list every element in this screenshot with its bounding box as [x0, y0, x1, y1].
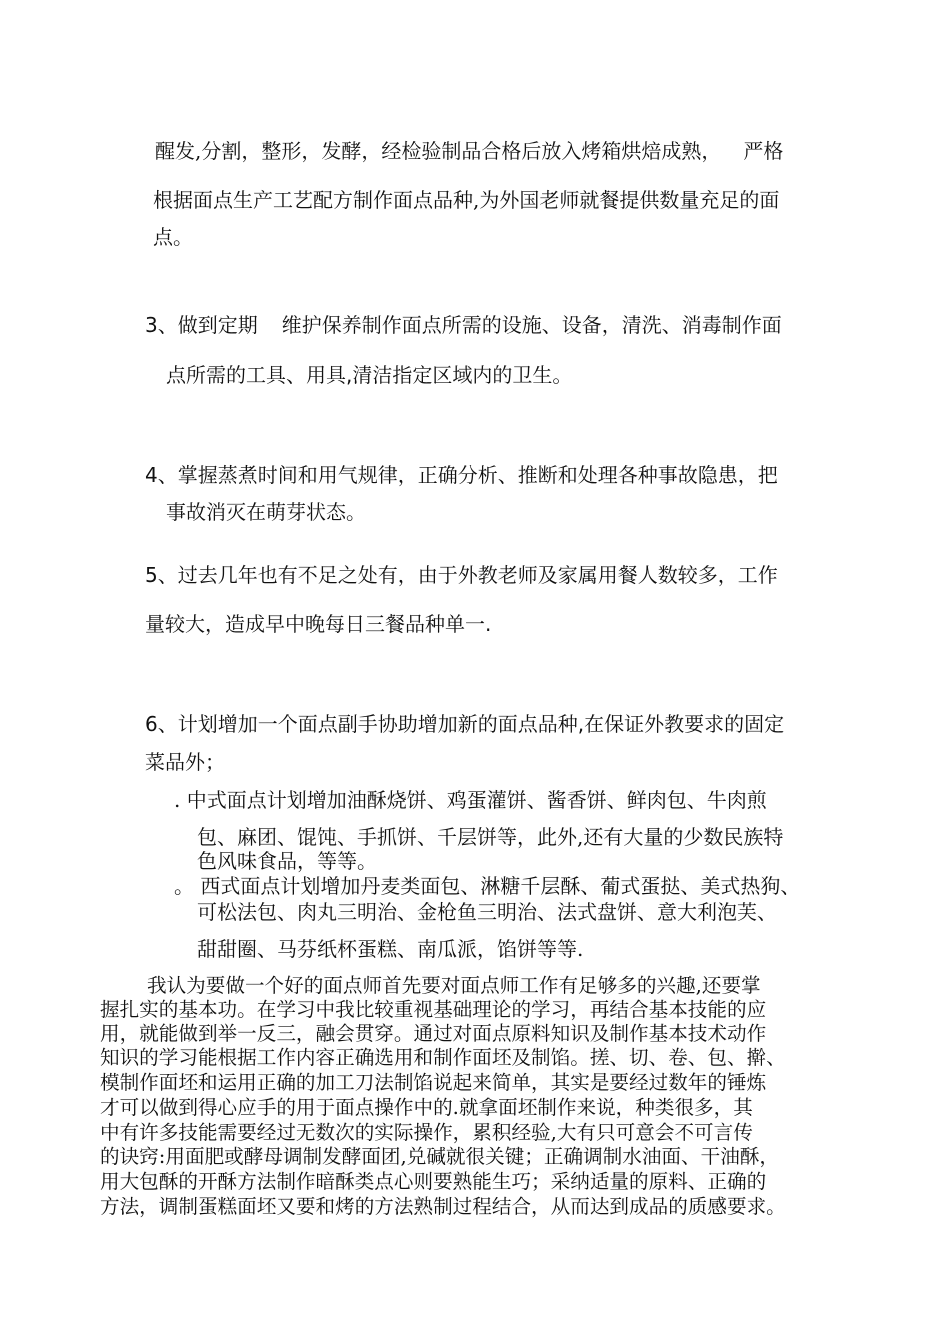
item-3-line-2: 点所需的工具、用具,清洁指定区域内的卫生。	[166, 363, 573, 387]
intro-line-1-text: 醒发,分割，整形，发酵，经检验制品合格后放入烤箱烘焙成熟，	[155, 139, 722, 163]
item-5-line-1: 5、过去几年也有不足之处有，由于外教老师及家属用餐人数较多，工作	[145, 563, 778, 587]
item-4-line-2: 事故消灭在萌芽状态。	[166, 500, 366, 524]
closing-line-2: 握扎实的基本功。在学习中我比较重视基础理论的学习，再结合基本技能的应	[100, 998, 767, 1021]
closing-line-10: 方法，调制蛋糕面坯又要和烤的方法熟制过程结合，从而达到成品的质感要求。	[100, 1195, 786, 1218]
item-4-line-1: 4、掌握蒸煮时间和用气规律，正确分析、推断和处理各种事故隐患，把	[145, 463, 778, 487]
western-line-3: 甜甜圈、马芬纸杯蛋糕、南瓜派，馅饼等等.	[197, 937, 584, 961]
intro-line-1	[155, 139, 783, 163]
intro-line-1-tail: 严格	[743, 139, 784, 163]
intro-line-2: 根据面点生产工艺配方制作面点品种,为外国老师就餐提供数量充足的面	[153, 188, 780, 212]
item-3-label: 3、做到定期	[145, 313, 258, 337]
item-5-line-2: 量较大，造成早中晚每日三餐品种单一.	[145, 612, 492, 636]
intro-line-3: 点。	[153, 225, 193, 249]
closing-line-9: 用大包酥的开酥方法制作暗酥类点心则要熟能生巧；采纳适量的原料、正确的	[100, 1170, 767, 1193]
closing-line-3: 用，就能做到举一反三，融会贯穿。通过对面点原料知识及制作基本技术动作	[100, 1022, 767, 1045]
closing-line-1: 我认为要做一个好的面点师首先要对面点师工作有足够多的兴趣,还要掌	[147, 974, 761, 997]
closing-line-7: 中有许多技能需要经过无数次的实际操作，累积经验,大有只可意会不可言传	[100, 1121, 753, 1144]
chinese-line-3: 色风味食品，等等。	[197, 849, 377, 873]
item-3-line-1	[145, 313, 782, 337]
closing-line-5: 模制作面坯和运用正确的加工刀法制馅说起来简单，其实是要经过数年的锤炼	[100, 1071, 767, 1094]
item-3-line-1-text: 维护保养制作面点所需的设施、设备，清洗、消毒制作面	[281, 313, 782, 337]
item-6-line-1: 6、计划增加一个面点副手协助增加新的面点品种,在保证外教要求的固定	[145, 712, 785, 736]
item-6-line-2: 菜品外；	[145, 750, 225, 774]
western-line-2: 可松法包、肉丸三明治、金枪鱼三明治、法式盘饼、意大利泡芙、	[197, 900, 777, 924]
chinese-line-2: 包、麻团、馄饨、手抓饼、千层饼等，此外,还有大量的少数民族特	[197, 825, 784, 849]
closing-line-6: 才可以做到得心应手的用于面点操作中的.就拿面坯制作来说，种类很多，其	[100, 1096, 753, 1119]
western-line-1: 。 西式面点计划增加丹麦类面包、淋糖千层酥、葡式蛋挞、美式热狗、	[174, 874, 801, 898]
chinese-line-1: . 中式面点计划增加油酥烧饼、鸡蛋灌饼、酱香饼、鲜肉包、牛肉煎	[174, 788, 767, 812]
closing-line-8: 的诀窍:用面肥或酵母调制发酵面团,兑碱就很关键；正确调制水油面、干油酥，	[100, 1145, 780, 1168]
closing-line-4: 知识的学习能根据工作内容正确选用和制作面坯及制馅。搓、切、卷、包、擀、	[100, 1046, 786, 1069]
